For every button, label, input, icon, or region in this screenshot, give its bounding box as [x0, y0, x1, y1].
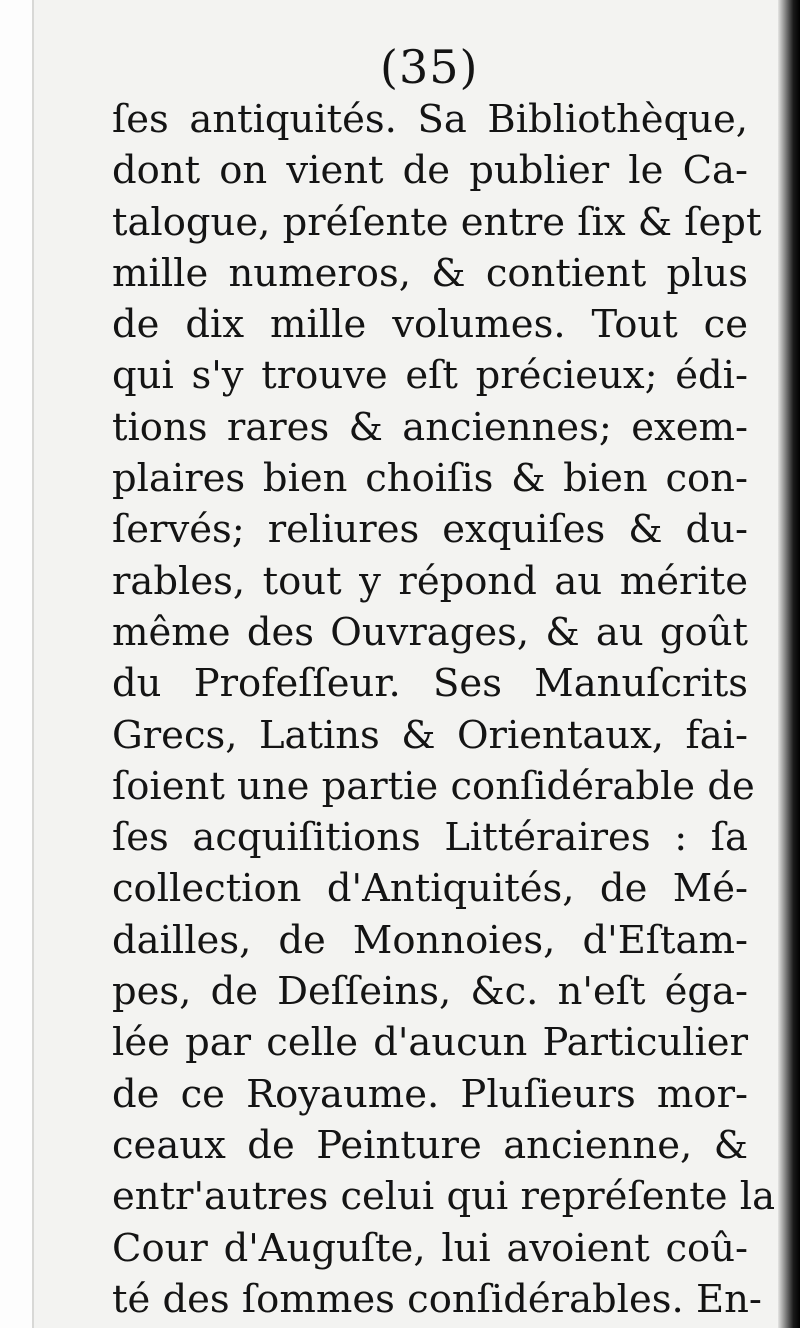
text-line: dont on vient de publier le Ca-: [112, 148, 748, 194]
text-line: qui s'y trouve eſt précieux; édi-: [112, 353, 748, 399]
text-line: pes, de Deſſeins, &c. n'eſt éga-: [112, 969, 748, 1015]
text-line: du Profeſſeur. Ses Manuſcrits: [112, 661, 748, 707]
text-line: ceaux de Peinture ancienne, &: [112, 1122, 748, 1168]
text-line: ſoient une partie conſidérable de: [112, 763, 755, 809]
text-line: talogue, préſente entre ſix & ſept: [112, 199, 762, 245]
text-line: ſervés; reliures exquiſes & du-: [112, 507, 748, 553]
text-line: tions rares & anciennes; exem-: [112, 404, 748, 450]
text-line: Cour d'Auguſte, lui avoient coû-: [112, 1225, 748, 1271]
text-line: de dix mille volumes. Tout ce: [112, 302, 748, 348]
spine-shadow: [778, 0, 800, 1328]
text-line: rables, tout y répond au mérite: [112, 558, 748, 604]
text-line: de ce Royaume. Pluſieurs mor-: [112, 1071, 748, 1117]
text-line: Grecs, Latins & Orientaux, fai-: [112, 712, 748, 758]
left-page-edge: [0, 0, 34, 1328]
text-line: plaires bien choiſis & bien con-: [112, 456, 748, 502]
text-line: mille numeros, & contient plus: [112, 250, 748, 296]
text-line: ſes acquiſitions Littéraires : ſa: [112, 815, 748, 861]
text-line: entr'autres celui qui repréſente la: [112, 1174, 776, 1220]
text-line: collection d'Antiquités, de Mé-: [112, 866, 748, 912]
text-line: ſes antiquités. Sa Bibliothèque,: [112, 97, 748, 142]
text-line: lée par celle d'aucun Particulier: [112, 1020, 748, 1066]
text-line: dailles, de Monnoies, d'Eſtam-: [112, 917, 748, 963]
text-line: té des ſommes conſidérables. En-: [112, 1276, 762, 1322]
page-number: (35): [380, 40, 479, 94]
body-text: [112, 94, 776, 1325]
text-line: même des Ouvrages, & au goût: [112, 609, 748, 655]
